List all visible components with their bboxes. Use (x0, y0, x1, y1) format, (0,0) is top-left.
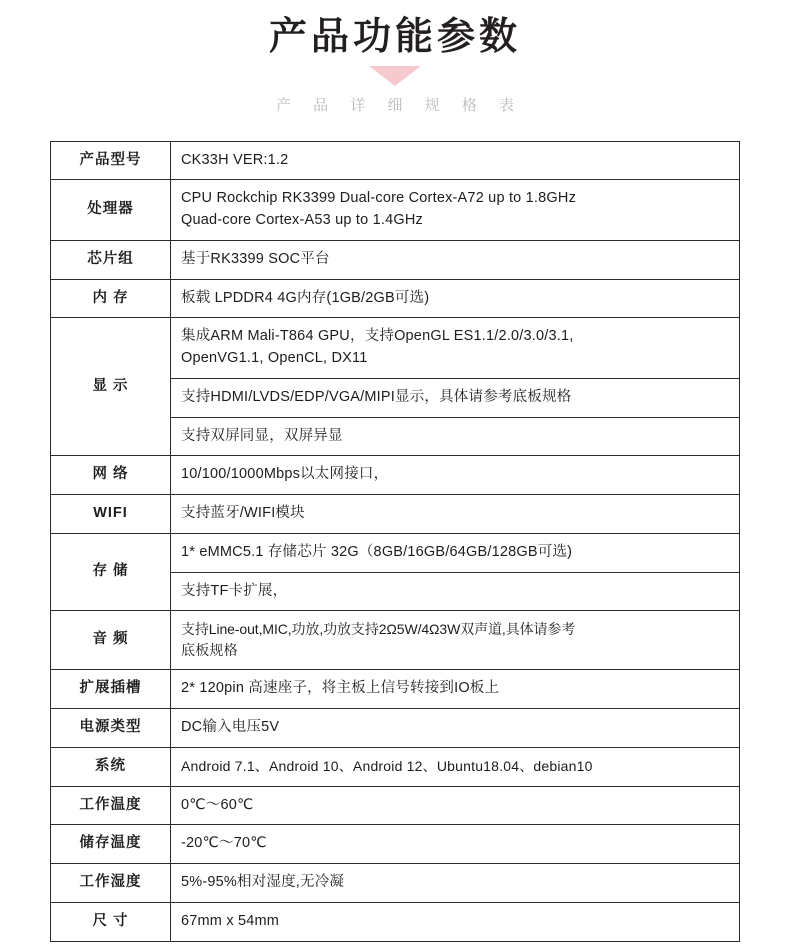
row-label: 电源类型 (51, 709, 171, 748)
row-label: 储存温度 (51, 825, 171, 864)
page-subtitle: 产 品 详 细 规 格 表 (275, 96, 523, 114)
row-label: 内 存 (51, 279, 171, 318)
row-label: 系统 (51, 747, 171, 786)
page-title: 产品功能参数 (268, 16, 521, 58)
row-label: 音 频 (51, 611, 171, 670)
table-row (51, 902, 740, 941)
row-label: 芯片组 (51, 240, 171, 279)
row-value (171, 611, 740, 670)
row-value (171, 318, 740, 379)
row-label: 工作温度 (51, 786, 171, 825)
table-row (51, 709, 740, 748)
table-row (51, 533, 740, 572)
table-row (51, 495, 740, 534)
table-row (51, 141, 740, 180)
row-value: 支持蓝牙/WIFI模块 (171, 495, 740, 534)
table-row (51, 240, 740, 279)
row-value-line: 底板规格 (181, 642, 238, 659)
spec-table (50, 141, 740, 942)
arrow-divider (0, 66, 790, 86)
row-label: 尺 寸 (51, 902, 171, 941)
row-value: 5%-95%相对湿度,无冷凝 (171, 864, 740, 903)
table-row (51, 180, 740, 241)
row-value: 支持HDMI/LVDS/EDP/VGA/MIPI显示，具体请参考底板规格 (171, 378, 740, 417)
row-label: 产品型号 (51, 141, 171, 180)
row-value: -20℃～70℃ (171, 825, 740, 864)
row-label: 工作湿度 (51, 864, 171, 903)
table-row (51, 456, 740, 495)
row-label: WIFI (51, 495, 171, 534)
row-value: 支持TF卡扩展， (171, 572, 740, 611)
row-value-line: CPU Rockchip RK3399 Dual-core Cortex-A72 up to 1.8GHz (181, 190, 577, 207)
table-row (51, 670, 740, 709)
table-row (51, 747, 740, 786)
row-value (171, 180, 740, 241)
table-row (51, 825, 740, 864)
row-label: 存 储 (51, 533, 171, 611)
row-value: CK33H VER:1.2 (171, 141, 740, 180)
row-value: 0℃～60℃ (171, 786, 740, 825)
row-value: 67mm x 54mm (171, 902, 740, 941)
row-label: 网 络 (51, 456, 171, 495)
row-value: 基于RK3399 SOC平台 (171, 240, 740, 279)
table-row (51, 279, 740, 318)
row-value-line: 支持Line-out,MIC,功放,功放支持2Ω5W/4Ω3W双声道,具体请参考 (181, 621, 576, 638)
page-header (0, 0, 790, 115)
row-value: 2* 120pin 高速座子，将主板上信号转接到IO板上 (171, 670, 740, 709)
row-value: 支持双屏同显，双屏异显 (171, 417, 740, 456)
table-row (51, 611, 740, 670)
row-label: 处理器 (51, 180, 171, 241)
triangle-down-icon (369, 66, 421, 86)
row-value: 板载 LPDDR4 4G内存(1GB/2GB可选) (171, 279, 740, 318)
row-value-line: Quad-core Cortex-A53 up to 1.4GHz (181, 212, 423, 228)
row-value-line: OpenVG1.1, OpenCL, DX11 (181, 350, 368, 366)
row-value: 10/100/1000Mbps以太网接口， (171, 456, 740, 495)
row-label: 扩展插槽 (51, 670, 171, 709)
row-value: DC输入电压5V (171, 709, 740, 748)
row-value: 1* eMMC5.1 存储芯片 32G（8GB/16GB/64GB/128GB可选) (171, 533, 740, 572)
table-row (51, 318, 740, 379)
table-row (51, 864, 740, 903)
spec-table-container (50, 141, 740, 942)
row-value: Android 7.1、Android 10、Android 12、Ubuntu18.04、debian10 (171, 747, 740, 786)
row-label: 显 示 (51, 318, 171, 456)
row-value-line: 集成ARM Mali-T864 GPU，支持OpenGL ES1.1/2.0/3.0/3.1, (181, 328, 574, 345)
table-row (51, 786, 740, 825)
